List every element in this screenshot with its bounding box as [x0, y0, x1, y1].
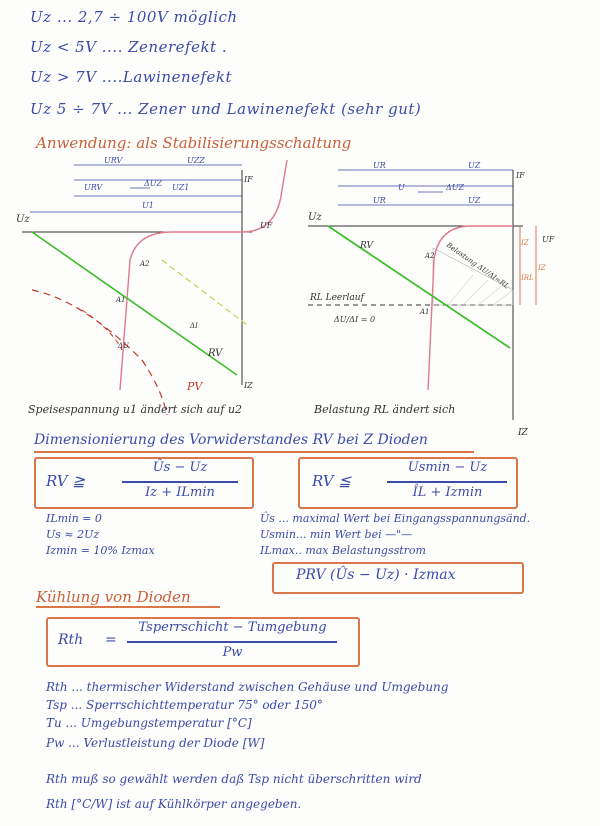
formula1-bar [122, 481, 238, 483]
formula4-lhs: Rth [58, 632, 84, 648]
lbl-du-di-zero: ΔU/ΔI = 0 [334, 315, 376, 324]
formula1-num: Ûs − Uz [152, 460, 208, 475]
formula2-bar [387, 481, 507, 483]
final-line-1: Rth muß so gewählt werden daß Tsp nicht überschritten wird [46, 772, 422, 786]
line-zener-effect: Uz < 5V .... Zenerefekt . [30, 38, 228, 56]
lbl-uf: UF [260, 221, 273, 230]
lbl-iz-a: IZ [521, 239, 529, 247]
line-avalanche-effect: Uz > 7V ....Lawinenefekt [30, 68, 233, 86]
load-line-rv [328, 226, 510, 348]
lbl-rl-leerlauf: RL Leerlauf [310, 293, 364, 303]
final-line-2: Rth [°C/W] ist auf Kühlkörper angegeben. [46, 797, 302, 811]
lbl-u1: U1 [142, 201, 154, 210]
lbl-urv: URV [104, 156, 123, 165]
lbl-uz-top: UZ [468, 161, 481, 170]
formula1-lhs: RV ≧ [46, 472, 85, 490]
def-tsp: Tsp ... Sperrschichttemperatur 75° oder 150° [46, 698, 323, 712]
note-izmin: Izmin = 10% Izmax [46, 544, 155, 557]
right-caption: Belastung RL ändert sich [314, 403, 456, 416]
formula4-num: Tsperrschicht − Tumgebung [138, 620, 327, 635]
note-us-max: Ûs ... maximal Wert bei Eingangsspannungsänd. [260, 512, 531, 525]
lbl-iz-bottom: IZ [518, 428, 528, 438]
lbl-uz: Uz [16, 214, 30, 225]
lbl-delta-u: ΔU [118, 342, 129, 350]
lbl-rv: RV [360, 241, 373, 251]
formula2-num: Usmin − Uz [407, 460, 488, 475]
formula2-den: ÎL + Izmin [412, 485, 483, 500]
def-tu: Tu ... Umgebungstemperatur [°C] [46, 716, 252, 730]
pv-curve-inner [82, 310, 122, 350]
lbl-delta-uz: ΔUZ [144, 179, 163, 188]
dimension-heading: Dimensionierung des Vorwiderstandes RV bei Z Dioden [34, 432, 428, 448]
lbl-belastung: Belastung ΔU/ΔI=RL [444, 241, 511, 291]
lbl-pv: PV [187, 380, 203, 393]
note-usmin: Usmin... min Wert bei —"— [260, 528, 413, 541]
def-rth: Rth ... thermischer Widerstand zwischen Gehäuse und Umgebung [46, 680, 449, 694]
right-zener-diagram [298, 150, 598, 440]
left-caption: Speisespannung u1 ändert sich auf u2 [28, 403, 243, 416]
formula4-bar [127, 641, 337, 643]
lbl-uz: Uz [308, 212, 322, 223]
lbl-ur: UR [373, 161, 386, 170]
formula2-lhs: RV ≦ [312, 472, 351, 490]
lbl-urv2: URV [84, 183, 103, 192]
lbl-uz2: UZ [468, 196, 481, 205]
anwendung-heading: Anwendung: als Stabilisierungsschaltung [36, 134, 352, 152]
line-uz-range: Uz ... 2,7 ÷ 100V möglich [30, 8, 238, 26]
left-zener-diagram [12, 150, 302, 420]
kuehlung-underline [36, 606, 220, 608]
dimension-underline [34, 451, 474, 453]
lbl-uz1: UZ1 [172, 183, 190, 192]
diode-curve [428, 226, 513, 390]
formula1-den: Iz + ILmin [145, 485, 215, 500]
lbl-uf: UF [542, 235, 555, 244]
load-line-shift [162, 260, 247, 325]
def-pw: Pw ... Verlustleistung der Diode [W] [46, 736, 265, 750]
formula4-den: Pw [222, 645, 243, 660]
lbl-delta-i: ΔI [190, 322, 198, 330]
lbl-a2: A2 [140, 260, 150, 268]
pv-curve [32, 290, 167, 415]
note-ilmin: ILmin = 0 [46, 512, 102, 525]
lbl-iz: IZ [244, 381, 253, 390]
lbl-irl: IRL [521, 274, 534, 282]
lbl-if: IF [244, 175, 253, 184]
lbl-iz-b: IZ [538, 264, 546, 272]
lbl-if: IF [516, 171, 525, 180]
lbl-a1: A1 [116, 296, 126, 304]
lbl-u: U [398, 183, 405, 192]
diode-curve [120, 160, 287, 390]
lbl-a1: A1 [420, 308, 430, 316]
lbl-uzz: UZZ [187, 156, 205, 165]
lbl-a2: A2 [425, 252, 435, 260]
lbl-rv: RV [208, 348, 223, 359]
kuehlung-heading: Kühlung von Dioden [36, 588, 191, 606]
load-line-rv [32, 232, 237, 375]
note-ilmax: ILmax.. max Belastungsstrom [260, 544, 426, 557]
line-both-effects: Uz 5 ÷ 7V ... Zener und Lawinenefekt (sehr gut) [30, 100, 422, 118]
formula4-eq: = [105, 632, 117, 648]
note-us: Us ≈ 2Uz [46, 528, 100, 541]
lbl-delta-uz: ΔUZ [446, 183, 465, 192]
lbl-ur2: UR [373, 196, 386, 205]
formula3: PRV (Ûs − Uz) · Izmax [296, 567, 456, 583]
